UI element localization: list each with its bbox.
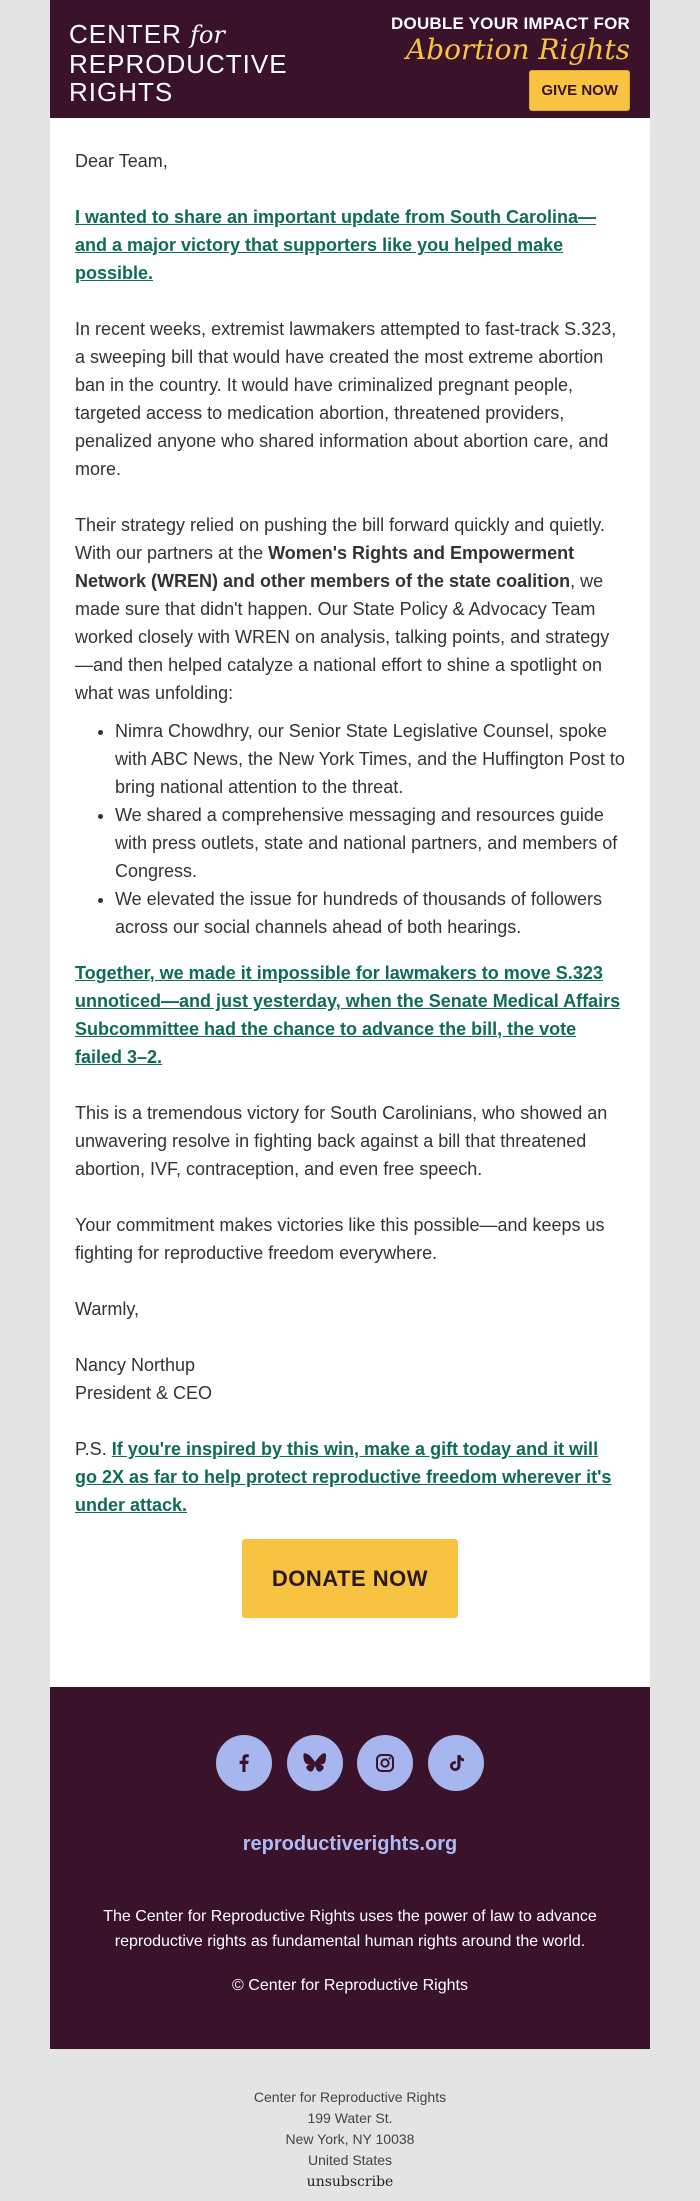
promo-headline: DOUBLE YOUR IMPACT FOR bbox=[391, 14, 630, 33]
email-footer bbox=[50, 1687, 650, 2049]
ps-link[interactable]: If you're inspired by this win, make a gift today and it will go 2X as far to help protect reproductive freedom wherever it's under attack. bbox=[75, 1439, 612, 1515]
tiktok-icon[interactable] bbox=[428, 1735, 484, 1791]
bluesky-icon[interactable] bbox=[287, 1735, 343, 1791]
give-now-button[interactable]: GIVE NOW bbox=[529, 70, 630, 111]
logo-line3: RIGHTS bbox=[69, 77, 174, 107]
mission-statement: The Center for Reproductive Rights uses the power of law to advance reproductive rights as fundamental human rights around the world. bbox=[103, 1908, 597, 1950]
intro-link[interactable]: I wanted to share an important update from South Carolina—and a major victory that supporters like you helped make possible. bbox=[75, 207, 597, 283]
logo-line1: CENTER bbox=[69, 19, 182, 49]
paragraph-2-bold: Women's Rights and Empowerment Network (WREN) and other members of the state coalition bbox=[75, 543, 575, 591]
paragraph-2-start: Their strategy relied on pushing the bill forward quickly and quietly. With our partners at the bbox=[75, 515, 605, 563]
signer-title: President & CEO bbox=[75, 1383, 213, 1403]
paragraph-3: This is a tremendous victory for South Carolinians, who showed an unwavering resolve in fighting back against a bill that threatened abortion, IVF, contraception, and even free speech. bbox=[75, 1103, 608, 1179]
signoff: Warmly, bbox=[75, 1299, 139, 1319]
unsubscribe-link[interactable]: unsubscribe bbox=[306, 2174, 394, 2190]
greeting: Dear Team, bbox=[75, 151, 168, 171]
email-header bbox=[50, 0, 650, 118]
paragraph-2-end: , we made sure that didn't happen. Our State Policy & Advocacy Team worked closely with WREN on analysis, talking points, and strategy—and then helped catalyze a national effort to shine a spotlight on what was unfolding: bbox=[75, 571, 610, 703]
promo-block bbox=[391, 14, 630, 111]
postscript bbox=[75, 1435, 625, 1519]
signer-name: Nancy Northup bbox=[75, 1355, 196, 1375]
email-body bbox=[50, 118, 650, 1687]
actions-list bbox=[75, 717, 625, 941]
promo-subheadline: Abortion Rights bbox=[406, 33, 630, 66]
paragraph-2 bbox=[75, 511, 625, 707]
center-logo[interactable] bbox=[69, 19, 288, 106]
ps-prefix: P.S. bbox=[75, 1439, 112, 1459]
donate-now-button[interactable]: DONATE NOW bbox=[242, 1539, 458, 1618]
list-item: • Nimra Chowdhry, our Senior State Legislative Counsel, spoke with ABC News, the New York Times, and the Huffington Post to bring national attention to the threat. bbox=[115, 717, 625, 801]
mailing-address bbox=[50, 2049, 650, 2193]
social-links bbox=[50, 1735, 650, 1791]
paragraph-4: Your commitment makes victories like this possible—and keeps us fighting for reproductive freedom everywhere. bbox=[75, 1215, 605, 1263]
site-link[interactable]: reproductiverights.org bbox=[242, 1833, 458, 1855]
victory-link[interactable]: Together, we made it impossible for lawmakers to move S.323 unnoticed—and just yesterday, when the Senate Medical Affairs Subcommittee had the chance to advance the bill, the vote failed 3–2. bbox=[75, 963, 621, 1067]
address-country: United States bbox=[307, 2152, 393, 2168]
facebook-icon[interactable] bbox=[216, 1735, 272, 1791]
logo-line2: REPRODUCTIVE bbox=[69, 49, 288, 79]
instagram-icon[interactable] bbox=[357, 1735, 413, 1791]
address-city: New York, NY 10038 bbox=[285, 2131, 415, 2147]
list-item: • We elevated the issue for hundreds of thousands of followers across our social channels ahead of both hearings. bbox=[115, 885, 625, 941]
email-container bbox=[50, 0, 650, 2193]
paragraph-1: In recent weeks, extremist lawmakers attempted to fast-track S.323, a sweeping bill that would have created the most extreme abortion ban in the country. It would have criminalized pregnant people, targeted access to medication abortion, threatened providers, penalized anyone who shared information about abortion care, and more. bbox=[75, 319, 617, 479]
list-item: • We shared a comprehensive messaging and resources guide with press outlets, state and national partners, and members of Congress. bbox=[115, 801, 625, 885]
address-org: Center for Reproductive Rights bbox=[253, 2089, 447, 2105]
logo-for: for bbox=[190, 21, 225, 49]
copyright: © Center for Reproductive Rights bbox=[232, 1977, 468, 1994]
address-street: 199 Water St. bbox=[307, 2110, 393, 2126]
